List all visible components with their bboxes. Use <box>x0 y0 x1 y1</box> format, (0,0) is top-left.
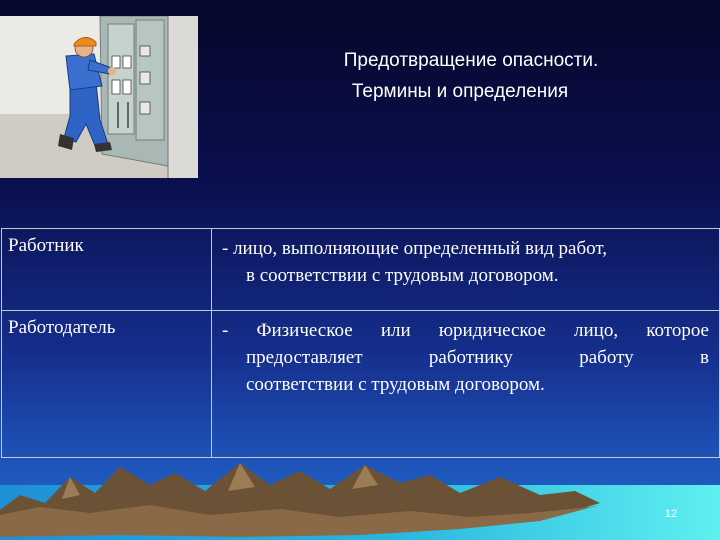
definition-cell <box>212 311 720 458</box>
term-worker: Работник <box>8 235 84 256</box>
definition-line: соответствии с трудовым договором. <box>246 374 545 395</box>
definition-line: - лицо, выполняющие определенный вид работ, <box>222 238 608 259</box>
definition-line: предоставляет работнику работу в <box>246 347 709 368</box>
definition-worker <box>222 235 709 289</box>
page-number: 12 <box>664 508 678 520</box>
table-row <box>2 229 720 311</box>
term-cell <box>2 229 212 311</box>
terms-table <box>1 228 720 458</box>
title-line-2: Термины и определения <box>351 81 569 102</box>
term-cell <box>2 311 212 458</box>
table-row <box>2 311 720 458</box>
definition-employer <box>222 317 709 398</box>
mountain-landscape <box>0 455 720 540</box>
definition-line: в соответствии с трудовым договором. <box>246 265 559 286</box>
slide-title <box>250 45 670 107</box>
definition-cell <box>212 229 720 311</box>
title-line-1: Предотвращение опасности. <box>343 50 599 71</box>
definition-line: - Физическое или юридическое лицо, которое <box>222 320 709 341</box>
term-employer: Работодатель <box>8 317 116 338</box>
worker-illustration <box>0 16 198 178</box>
